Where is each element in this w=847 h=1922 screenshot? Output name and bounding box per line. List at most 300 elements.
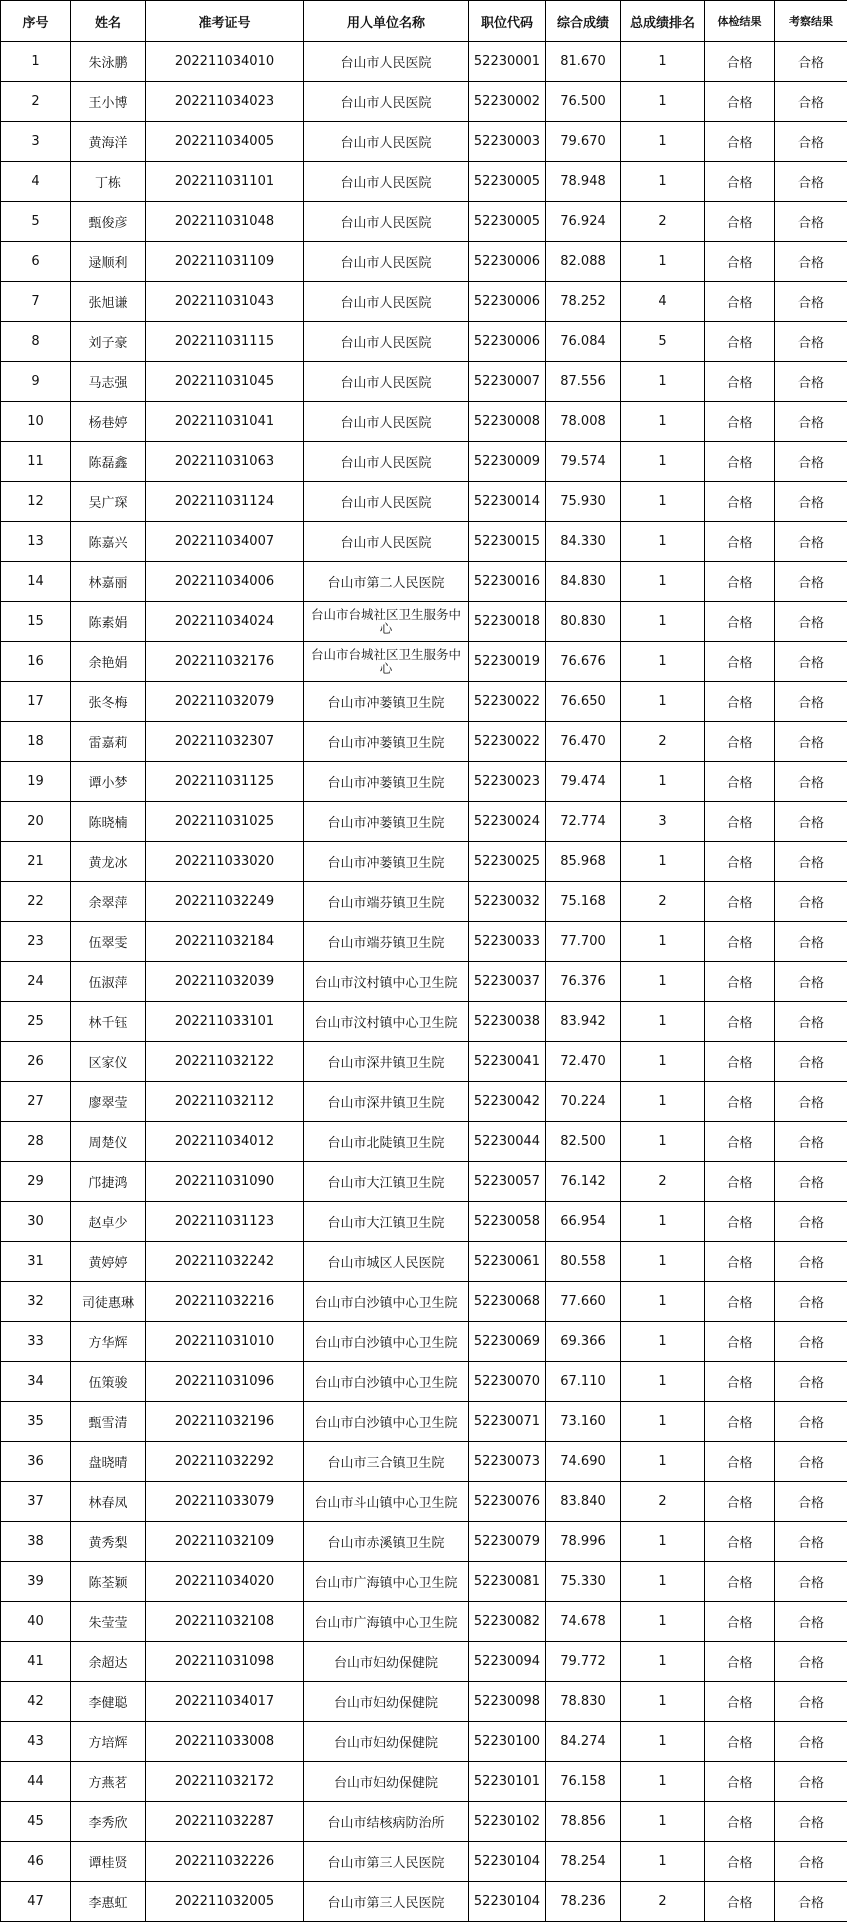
cell-score: 79.670 [546, 122, 621, 162]
cell-inspection-result: 合格 [775, 1122, 847, 1162]
cell-rank: 1 [621, 442, 705, 482]
cell-name: 王小博 [71, 82, 146, 122]
cell-rank: 1 [621, 362, 705, 402]
cell-exam-id: 202211031048 [146, 202, 304, 242]
cell-position-code: 52230104 [469, 1882, 546, 1922]
cell-position-code: 52230104 [469, 1842, 546, 1882]
table-row [1, 1082, 847, 1122]
cell-employer: 台山市汶村镇中心卫生院 [304, 962, 469, 1002]
cell-rank: 2 [621, 202, 705, 242]
cell-name: 司徒惠琳 [71, 1282, 146, 1322]
cell-rank: 1 [621, 1802, 705, 1842]
cell-medical-result: 合格 [705, 1202, 775, 1242]
cell-exam-id: 202211031123 [146, 1202, 304, 1242]
cell-employer: 台山市深井镇卫生院 [304, 1042, 469, 1082]
cell-medical-result: 合格 [705, 1802, 775, 1842]
cell-inspection-result: 合格 [775, 882, 847, 922]
cell-index: 44 [1, 1762, 71, 1802]
cell-employer: 台山市三合镇卫生院 [304, 1442, 469, 1482]
cell-rank: 1 [621, 1362, 705, 1402]
cell-medical-result: 合格 [705, 1562, 775, 1602]
cell-employer: 台山市人民医院 [304, 242, 469, 282]
cell-rank: 1 [621, 1762, 705, 1802]
cell-index: 37 [1, 1482, 71, 1522]
cell-index: 6 [1, 242, 71, 282]
cell-medical-result: 合格 [705, 762, 775, 802]
cell-inspection-result: 合格 [775, 442, 847, 482]
cell-employer: 台山市大江镇卫生院 [304, 1162, 469, 1202]
cell-position-code: 52230002 [469, 82, 546, 122]
table-row [1, 122, 847, 162]
cell-name: 余超达 [71, 1642, 146, 1682]
cell-name: 甄雪清 [71, 1402, 146, 1442]
cell-exam-id: 202211031041 [146, 402, 304, 442]
cell-medical-result: 合格 [705, 1762, 775, 1802]
cell-employer: 台山市深井镇卫生院 [304, 1082, 469, 1122]
cell-position-code: 52230016 [469, 562, 546, 602]
table-row [1, 842, 847, 882]
cell-inspection-result: 合格 [775, 122, 847, 162]
cell-position-code: 52230044 [469, 1122, 546, 1162]
cell-score: 79.474 [546, 762, 621, 802]
cell-position-code: 52230061 [469, 1242, 546, 1282]
cell-name: 余翠萍 [71, 882, 146, 922]
cell-name: 周楚仪 [71, 1122, 146, 1162]
cell-exam-id: 202211031090 [146, 1162, 304, 1202]
table-row [1, 1602, 847, 1642]
cell-exam-id: 202211031101 [146, 162, 304, 202]
table-row [1, 1722, 847, 1762]
table-row [1, 162, 847, 202]
cell-inspection-result: 合格 [775, 922, 847, 962]
cell-score: 78.996 [546, 1522, 621, 1562]
cell-inspection-result: 合格 [775, 1802, 847, 1842]
cell-name: 陈磊鑫 [71, 442, 146, 482]
table-row [1, 682, 847, 722]
cell-employer: 台山市第三人民医院 [304, 1882, 469, 1922]
cell-medical-result: 合格 [705, 1122, 775, 1162]
cell-exam-id: 202211031115 [146, 322, 304, 362]
table-row [1, 1442, 847, 1482]
cell-employer: 台山市冲蒌镇卫生院 [304, 682, 469, 722]
cell-inspection-result: 合格 [775, 1402, 847, 1442]
cell-position-code: 52230038 [469, 1002, 546, 1042]
cell-position-code: 52230079 [469, 1522, 546, 1562]
cell-rank: 1 [621, 1002, 705, 1042]
cell-rank: 1 [621, 1042, 705, 1082]
cell-medical-result: 合格 [705, 202, 775, 242]
table-row [1, 962, 847, 1002]
table-row [1, 802, 847, 842]
cell-inspection-result: 合格 [775, 1322, 847, 1362]
cell-index: 33 [1, 1322, 71, 1362]
cell-score: 66.954 [546, 1202, 621, 1242]
cell-index: 31 [1, 1242, 71, 1282]
cell-score: 76.084 [546, 322, 621, 362]
cell-score: 75.168 [546, 882, 621, 922]
cell-position-code: 52230022 [469, 722, 546, 762]
cell-medical-result: 合格 [705, 602, 775, 642]
cell-index: 30 [1, 1202, 71, 1242]
cell-exam-id: 202211031043 [146, 282, 304, 322]
cell-rank: 1 [621, 1202, 705, 1242]
table-row [1, 202, 847, 242]
cell-position-code: 52230037 [469, 962, 546, 1002]
cell-index: 7 [1, 282, 71, 322]
cell-inspection-result: 合格 [775, 1682, 847, 1722]
cell-score: 76.470 [546, 722, 621, 762]
table-row [1, 482, 847, 522]
cell-score: 83.840 [546, 1482, 621, 1522]
cell-exam-id: 202211031124 [146, 482, 304, 522]
cell-exam-id: 202211033008 [146, 1722, 304, 1762]
cell-medical-result: 合格 [705, 162, 775, 202]
cell-exam-id: 202211034006 [146, 562, 304, 602]
cell-rank: 1 [621, 962, 705, 1002]
cell-rank: 2 [621, 1162, 705, 1202]
cell-exam-id: 202211031096 [146, 1362, 304, 1402]
cell-inspection-result: 合格 [775, 802, 847, 842]
cell-name: 林嘉丽 [71, 562, 146, 602]
cell-name: 雷嘉莉 [71, 722, 146, 762]
cell-rank: 1 [621, 1602, 705, 1642]
cell-inspection-result: 合格 [775, 242, 847, 282]
cell-employer: 台山市大江镇卫生院 [304, 1202, 469, 1242]
cell-exam-id: 202211034024 [146, 602, 304, 642]
cell-name: 刘子豪 [71, 322, 146, 362]
cell-medical-result: 合格 [705, 962, 775, 1002]
cell-inspection-result: 合格 [775, 322, 847, 362]
cell-employer: 台山市第二人民医院 [304, 562, 469, 602]
cell-rank: 1 [621, 522, 705, 562]
cell-score: 72.774 [546, 802, 621, 842]
cell-medical-result: 合格 [705, 882, 775, 922]
cell-index: 45 [1, 1802, 71, 1842]
cell-index: 41 [1, 1642, 71, 1682]
cell-score: 77.700 [546, 922, 621, 962]
cell-score: 74.690 [546, 1442, 621, 1482]
cell-inspection-result: 合格 [775, 962, 847, 1002]
cell-index: 10 [1, 402, 71, 442]
cell-exam-id: 202211033079 [146, 1482, 304, 1522]
cell-score: 67.110 [546, 1362, 621, 1402]
cell-score: 76.924 [546, 202, 621, 242]
cell-index: 12 [1, 482, 71, 522]
cell-medical-result: 合格 [705, 1882, 775, 1922]
cell-medical-result: 合格 [705, 522, 775, 562]
cell-medical-result: 合格 [705, 842, 775, 882]
cell-exam-id: 202211032226 [146, 1842, 304, 1882]
cell-employer: 台山市广海镇中心卫生院 [304, 1562, 469, 1602]
cell-name: 林春凤 [71, 1482, 146, 1522]
cell-rank: 5 [621, 322, 705, 362]
cell-medical-result: 合格 [705, 282, 775, 322]
cell-medical-result: 合格 [705, 1282, 775, 1322]
cell-index: 16 [1, 642, 71, 682]
cell-exam-id: 202211032216 [146, 1282, 304, 1322]
cell-medical-result: 合格 [705, 562, 775, 602]
cell-inspection-result: 合格 [775, 762, 847, 802]
cell-rank: 2 [621, 882, 705, 922]
table-row [1, 1882, 847, 1922]
table-row [1, 1002, 847, 1042]
cell-score: 79.574 [546, 442, 621, 482]
cell-name: 马志强 [71, 362, 146, 402]
cell-medical-result: 合格 [705, 1402, 775, 1442]
cell-employer: 台山市冲蒌镇卫生院 [304, 842, 469, 882]
cell-exam-id: 202211033020 [146, 842, 304, 882]
cell-name: 方培辉 [71, 1722, 146, 1762]
cell-inspection-result: 合格 [775, 642, 847, 682]
cell-employer: 台山市人民医院 [304, 442, 469, 482]
table-row [1, 1642, 847, 1682]
cell-score: 78.254 [546, 1842, 621, 1882]
cell-name: 伍翠雯 [71, 922, 146, 962]
cell-name: 谭桂贤 [71, 1842, 146, 1882]
cell-rank: 1 [621, 1282, 705, 1322]
cell-index: 34 [1, 1362, 71, 1402]
cell-score: 69.366 [546, 1322, 621, 1362]
cell-name: 朱莹莹 [71, 1602, 146, 1642]
cell-inspection-result: 合格 [775, 1522, 847, 1562]
header-exam-id: 准考证号 [146, 1, 304, 42]
cell-position-code: 52230069 [469, 1322, 546, 1362]
cell-inspection-result: 合格 [775, 1722, 847, 1762]
cell-medical-result: 合格 [705, 482, 775, 522]
cell-name: 余艳娟 [71, 642, 146, 682]
cell-index: 39 [1, 1562, 71, 1602]
cell-rank: 1 [621, 1562, 705, 1602]
table-row [1, 1242, 847, 1282]
cell-medical-result: 合格 [705, 82, 775, 122]
header-medical-result: 体检结果 [705, 1, 775, 42]
cell-rank: 1 [621, 242, 705, 282]
cell-position-code: 52230094 [469, 1642, 546, 1682]
cell-employer: 台山市白沙镇中心卫生院 [304, 1402, 469, 1442]
cell-name: 谭小梦 [71, 762, 146, 802]
cell-rank: 3 [621, 802, 705, 842]
cell-employer: 台山市人民医院 [304, 402, 469, 442]
cell-medical-result: 合格 [705, 122, 775, 162]
cell-rank: 1 [621, 1402, 705, 1442]
cell-score: 80.558 [546, 1242, 621, 1282]
cell-name: 丁栋 [71, 162, 146, 202]
table-row [1, 242, 847, 282]
cell-name: 陈晓楠 [71, 802, 146, 842]
cell-name: 杨巷婷 [71, 402, 146, 442]
cell-position-code: 52230033 [469, 922, 546, 962]
cell-name: 方华辉 [71, 1322, 146, 1362]
cell-medical-result: 合格 [705, 1082, 775, 1122]
cell-rank: 1 [621, 1082, 705, 1122]
cell-score: 76.158 [546, 1762, 621, 1802]
cell-position-code: 52230058 [469, 1202, 546, 1242]
cell-medical-result: 合格 [705, 1482, 775, 1522]
cell-employer: 台山市端芬镇卫生院 [304, 882, 469, 922]
cell-position-code: 52230003 [469, 122, 546, 162]
cell-name: 赵卓少 [71, 1202, 146, 1242]
cell-inspection-result: 合格 [775, 362, 847, 402]
table-row [1, 1522, 847, 1562]
cell-position-code: 52230101 [469, 1762, 546, 1802]
cell-score: 73.160 [546, 1402, 621, 1442]
table-row [1, 1122, 847, 1162]
cell-inspection-result: 合格 [775, 1162, 847, 1202]
table-row [1, 522, 847, 562]
cell-position-code: 52230041 [469, 1042, 546, 1082]
cell-index: 2 [1, 82, 71, 122]
cell-rank: 1 [621, 1322, 705, 1362]
cell-index: 13 [1, 522, 71, 562]
cell-inspection-result: 合格 [775, 682, 847, 722]
table-row [1, 1762, 847, 1802]
table-row [1, 362, 847, 402]
cell-employer: 台山市人民医院 [304, 322, 469, 362]
cell-name: 盘晓晴 [71, 1442, 146, 1482]
cell-score: 80.830 [546, 602, 621, 642]
table-body [1, 42, 847, 1922]
cell-rank: 1 [621, 562, 705, 602]
cell-position-code: 52230081 [469, 1562, 546, 1602]
cell-rank: 1 [621, 122, 705, 162]
cell-inspection-result: 合格 [775, 1242, 847, 1282]
cell-position-code: 52230098 [469, 1682, 546, 1722]
cell-index: 47 [1, 1882, 71, 1922]
cell-exam-id: 202211034020 [146, 1562, 304, 1602]
cell-name: 林千钰 [71, 1002, 146, 1042]
cell-exam-id: 202211032184 [146, 922, 304, 962]
cell-score: 83.942 [546, 1002, 621, 1042]
cell-position-code: 52230073 [469, 1442, 546, 1482]
cell-employer: 台山市冲蒌镇卫生院 [304, 722, 469, 762]
cell-position-code: 52230076 [469, 1482, 546, 1522]
cell-inspection-result: 合格 [775, 1762, 847, 1802]
cell-position-code: 52230006 [469, 322, 546, 362]
cell-index: 3 [1, 122, 71, 162]
cell-index: 46 [1, 1842, 71, 1882]
cell-score: 70.224 [546, 1082, 621, 1122]
cell-exam-id: 202211031109 [146, 242, 304, 282]
cell-exam-id: 202211034023 [146, 82, 304, 122]
cell-medical-result: 合格 [705, 402, 775, 442]
cell-medical-result: 合格 [705, 682, 775, 722]
cell-rank: 1 [621, 602, 705, 642]
cell-name: 李健聪 [71, 1682, 146, 1722]
cell-score: 84.274 [546, 1722, 621, 1762]
cell-rank: 2 [621, 1482, 705, 1522]
cell-rank: 2 [621, 722, 705, 762]
cell-inspection-result: 合格 [775, 1562, 847, 1602]
cell-position-code: 52230071 [469, 1402, 546, 1442]
cell-index: 24 [1, 962, 71, 1002]
cell-medical-result: 合格 [705, 1442, 775, 1482]
cell-index: 42 [1, 1682, 71, 1722]
table-row [1, 1682, 847, 1722]
cell-score: 72.470 [546, 1042, 621, 1082]
cell-name: 陈嘉兴 [71, 522, 146, 562]
cell-exam-id: 202211032176 [146, 642, 304, 682]
cell-employer: 台山市斗山镇中心卫生院 [304, 1482, 469, 1522]
cell-employer: 台山市人民医院 [304, 162, 469, 202]
table-row [1, 1322, 847, 1362]
cell-index: 22 [1, 882, 71, 922]
cell-index: 8 [1, 322, 71, 362]
cell-employer: 台山市赤溪镇卫生院 [304, 1522, 469, 1562]
cell-position-code: 52230005 [469, 202, 546, 242]
header-rank: 总成绩排名 [621, 1, 705, 42]
cell-inspection-result: 合格 [775, 1362, 847, 1402]
cell-position-code: 52230022 [469, 682, 546, 722]
cell-employer: 台山市白沙镇中心卫生院 [304, 1362, 469, 1402]
cell-exam-id: 202211032172 [146, 1762, 304, 1802]
cell-score: 78.252 [546, 282, 621, 322]
header-employer: 用人单位名称 [304, 1, 469, 42]
cell-name: 伍策骏 [71, 1362, 146, 1402]
cell-employer: 台山市人民医院 [304, 362, 469, 402]
table-row [1, 642, 847, 682]
cell-score: 78.236 [546, 1882, 621, 1922]
cell-medical-result: 合格 [705, 1362, 775, 1402]
cell-employer: 台山市人民医院 [304, 42, 469, 82]
cell-score: 85.968 [546, 842, 621, 882]
cell-inspection-result: 合格 [775, 82, 847, 122]
cell-score: 78.008 [546, 402, 621, 442]
cell-exam-id: 202211032109 [146, 1522, 304, 1562]
table-row [1, 602, 847, 642]
cell-employer: 台山市汶村镇中心卫生院 [304, 1002, 469, 1042]
cell-index: 14 [1, 562, 71, 602]
cell-name: 黄龙冰 [71, 842, 146, 882]
cell-name: 朱泳鹏 [71, 42, 146, 82]
cell-rank: 1 [621, 922, 705, 962]
cell-exam-id: 202211032005 [146, 1882, 304, 1922]
cell-exam-id: 202211033101 [146, 1002, 304, 1042]
header-inspection-result: 考察结果 [775, 1, 847, 42]
cell-name: 甄俊彦 [71, 202, 146, 242]
cell-rank: 1 [621, 1722, 705, 1762]
table-row [1, 1842, 847, 1882]
cell-score: 78.948 [546, 162, 621, 202]
table-row [1, 82, 847, 122]
cell-rank: 1 [621, 642, 705, 682]
cell-index: 11 [1, 442, 71, 482]
table-row [1, 1162, 847, 1202]
cell-medical-result: 合格 [705, 1042, 775, 1082]
header-index: 序号 [1, 1, 71, 42]
cell-exam-id: 202211032112 [146, 1082, 304, 1122]
cell-score: 82.500 [546, 1122, 621, 1162]
header-name: 姓名 [71, 1, 146, 42]
cell-medical-result: 合格 [705, 42, 775, 82]
cell-score: 77.660 [546, 1282, 621, 1322]
cell-index: 32 [1, 1282, 71, 1322]
table-row [1, 562, 847, 602]
cell-position-code: 52230023 [469, 762, 546, 802]
cell-score: 84.830 [546, 562, 621, 602]
cell-medical-result: 合格 [705, 322, 775, 362]
cell-name: 陈荃颖 [71, 1562, 146, 1602]
cell-name: 邝捷鸿 [71, 1162, 146, 1202]
table-row [1, 442, 847, 482]
cell-employer: 台山市人民医院 [304, 522, 469, 562]
cell-employer: 台山市妇幼保健院 [304, 1682, 469, 1722]
cell-inspection-result: 合格 [775, 1202, 847, 1242]
cell-name: 张旭谦 [71, 282, 146, 322]
cell-medical-result: 合格 [705, 1602, 775, 1642]
header-score: 综合成绩 [546, 1, 621, 42]
cell-position-code: 52230070 [469, 1362, 546, 1402]
cell-score: 78.830 [546, 1682, 621, 1722]
